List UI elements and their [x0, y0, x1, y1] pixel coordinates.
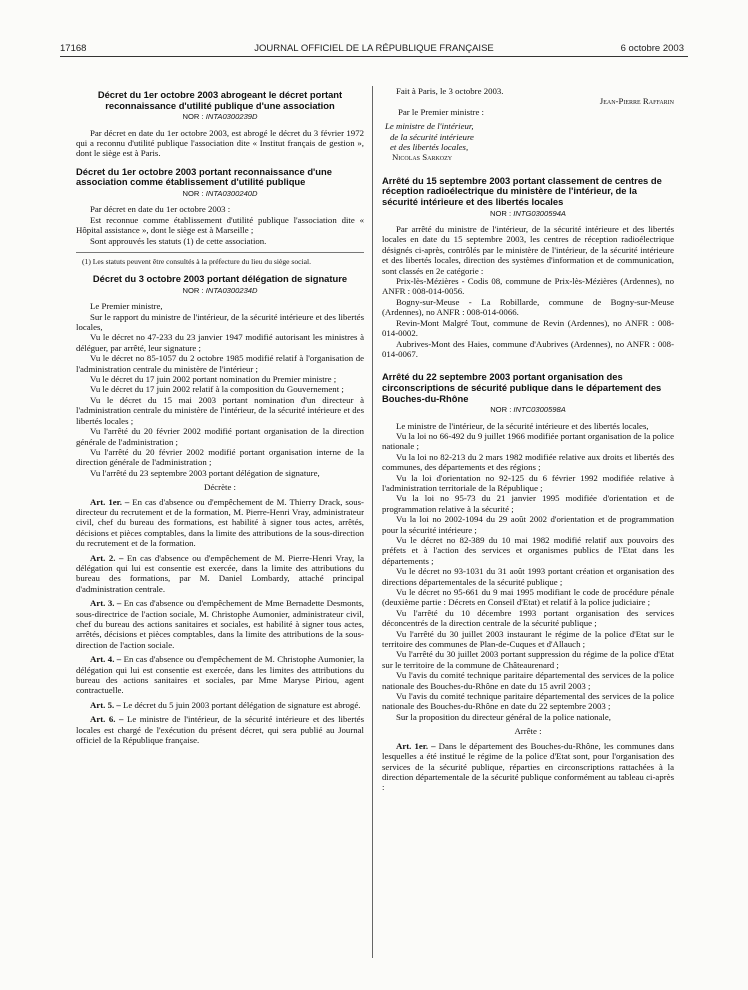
arrete2-para: Vu l'arrêté du 30 juillet 2003 portant suppression du régime de la police d'Etat sur le territoire de la commune de Châteaurenard ; [382, 649, 674, 670]
issue-date: 6 octobre 2003 [620, 43, 684, 54]
decree3-preamble: Vu l'arrêté du 23 septembre 2003 portant délégation de signature, [90, 467, 320, 478]
page-number: 17168 [60, 43, 87, 54]
decree2-footnote: (1) Les statuts peuvent être consultés à la préfecture du lieu du siège social. [82, 257, 311, 267]
arrete2-para: Vu la loi no 95-73 du 21 janvier 1995 modifiée d'orientation et de programmation relative à la sécurité ; [382, 493, 674, 514]
arrete2-para: Vu l'avis du comité technique paritaire départemental des services de la police nationale des Bouches-du-Rhône en date du 15 avril 2003 ; [382, 670, 674, 691]
arrete1-para: Revin-Mont Malgré Tout, commune de Revin (Ardennes), no ANFR : 008-014-0002. [382, 317, 674, 339]
column-divider [372, 86, 373, 958]
decree3-article: Art. 2. – En cas d'absence ou d'empêchement de M. Pierre-Henri Vray, la délégation qui lui est consentie est exercée, dans la limite des attributions du bureau des formations, par M. Daniel Lombardy, attaché principal d'administration centrale. [76, 552, 364, 594]
signature-minister-line: de la sécurité intérieure [390, 131, 474, 142]
header-rule [60, 56, 688, 57]
signature-signer: Jean-Pierre Raffarin [599, 96, 674, 107]
arrete2-para: Vu le décret no 95-661 du 9 mai 1995 modifiant le code de procédure pénale (deuxième partie : Décrets en Conseil d'Etat) et relatif à la police judiciaire ; [382, 587, 674, 608]
decree1-body: Par décret en date du 1er octobre 2003, est abrogé le décret du 3 février 1972 qui a reconnu d'utilité publique l'association dite « Institut français de gestion », dont le siège est à Paris. [76, 127, 364, 159]
arrete2-article: Art. 1er. – Dans le département des Bouches-du-Rhône, les communes dans lesquelles a été institué le régime de la police d'Etat sont, pour l'organisation des services de la sécurité publique, réparties en circonscriptions rattachées à la direction départementale de la sécurité publique conformément au tableau ci-après : [382, 740, 674, 793]
arrete2-para: Vu l'arrêté du 10 décembre 1993 portant organisation des services déconcentrés de la direction centrale de la sécurité publique ; [382, 607, 674, 629]
arrete2-para: Vu l'avis du comité technique paritaire départemental des services de la police nationale des Bouches-du-Rhône en date du 22 septembre 2003 ; [382, 691, 674, 712]
decree1-nor: NOR : INTA0300239D [182, 112, 258, 122]
decree3-title: Décret du 3 octobre 2003 portant délégation de signature [92, 273, 348, 285]
arrete2-para: Vu le décret no 82-389 du 10 mai 1982 modifié relatif aux pouvoirs des préfets et à l'action des services et organismes publics de l'Etat dans les départements ; [382, 534, 674, 566]
signature-fait: Fait à Paris, le 3 octobre 2003. [396, 86, 504, 96]
decree3-article: Art. 4. – En cas d'absence ou d'empêchement de M. Christophe Aumonier, la délégation qui lui est consentie est exercée, dans les limites des attributions du bureau des actions sanitaires et sociales, par Mme Maryse Piriou, agent contractuelle. [76, 654, 365, 696]
decree3-preamble: Vu le décret du 17 juin 2002 portant nomination du Premier ministre ; [90, 374, 337, 385]
signature-par: Par le Premier ministre : [398, 106, 484, 117]
arrete2-para: Vu la loi d'orientation no 92-125 du 6 février 1992 modifiée relative à l'administration territoriale de la République ; [382, 472, 674, 493]
footnote-rule [76, 252, 364, 253]
arrete1-nor: NOR : INTG0300594A [490, 208, 566, 218]
arrete2-title: Arrêté du 22 septembre 2003 portant organisation des circonscriptions de sécurité publique dans le département des Bouches-du-Rhône [382, 371, 662, 404]
decree3-article: Art. 6. – Le ministre de l'intérieur, de la sécurité intérieure et des libertés locales est chargé de l'exécution du présent décret, qui sera publié au Journal officiel de la République française. [76, 714, 364, 746]
arrete2-para: Sur la proposition du directeur général de la police nationale, [396, 711, 611, 722]
decree3-preamble: Le Premier ministre, [90, 301, 163, 312]
decree3-preamble: Sur le rapport du ministre de l'intérieur, de la sécurité intérieure et des libertés locales, [76, 311, 364, 333]
arrete1-para: Aubrives-Mont des Haies, commune d'Aubrives (Ardennes), no ANFR : 008-014-0067. [382, 338, 674, 359]
decree3-article: Art. 3. – En cas d'absence ou d'empêchement de Mme Bernadette Desmonts, sous-directrice de l'action sociale, M. Christophe Aumonier, administrateur civil, chef du bureau des actions sanitaires et sociales, est habilité à signer tous actes, arrêtés, décisions et pièces comptables, dans la limite des attributions de la sous-direction de l'action sociale. [76, 598, 365, 650]
decree3-preamble: Vu le décret no 47-233 du 23 janvier 1947 modifié autorisant les ministres à déléguer, par arrêté, leur signature ; [76, 332, 364, 353]
decree3-article: Art. 5. – Le décret du 5 juin 2003 portant délégation de signature est abrogé. [90, 699, 361, 710]
decree2-title: Décret du 1er octobre 2003 portant reconnaissance d'une association comme établissement d'utilité publique [76, 165, 332, 188]
arrete2-nor: NOR : INTC0300598A [490, 405, 566, 415]
signature-minister-name: Nicolas Sarkozy [392, 152, 453, 163]
arrete2-para: Vu le décret no 93-1031 du 31 août 1993 portant création et organisation des directions départementales de la sécurité publique ; [382, 566, 674, 587]
decree3-preamble: Vu le décret du 15 mai 2003 portant nomination d'un directeur à l'administration centrale du ministère de l'intérieur, de la sécurité intérieure et des libertés locales ; [76, 394, 364, 426]
arrete2-para: Vu l'arrêté du 30 juillet 2003 instaurant le régime de la police d'Etat sur le territoire des communes de Plan-de-Cuques et d'Allauch ; [382, 628, 674, 650]
decree1-title: Décret du 1er octobre 2003 abrogeant le décret portant reconnaissance d'utilité publique d'une association [97, 89, 343, 111]
decree3-article: Art. 1er. – En cas d'absence ou d'empêchement de M. Thierry Drack, sous-directeur du recrutement et de la formation, M. Pierre-Henri Vray, administrateur civil, chef du bureau des formations, est habilité à signer tous actes, arrêtés, décisions et pièces comptables, dans la limite des attributions de la sous-direction du recrutement et de la formation. [76, 496, 364, 549]
decree2-para: Est reconnue comme établissement d'utilité publique l'association dite « Hôpital assistance », dont le siège est à Marseille ; [76, 214, 364, 236]
left-column [76, 86, 364, 745]
arrete1-title: Arrêté du 15 septembre 2003 portant classement de centres de réception radioélectrique du ministère de l'intérieur, de la sécurité intérieure et des libertés locales [382, 174, 662, 208]
decree3-nor: NOR : INTA0300234D [182, 285, 258, 295]
arrete2-para: Le ministre de l'intérieur, de la sécurité intérieure et des libertés locales, [396, 420, 649, 431]
arrete2-para: Vu la loi no 66-492 du 9 juillet 1966 modifiée portant organisation de la police nationale ; [382, 430, 674, 452]
right-column [382, 86, 674, 793]
arrete1-para: Bogny-sur-Meuse - La Robillarde, commune de Bogny-sur-Meuse (Ardennes), no ANFR : 008-014-0066. [382, 296, 674, 318]
arrete2-para: Vu la loi no 82-213 du 2 mars 1982 modifiée relative aux droits et libertés des communes, des départements et des régions ; [382, 451, 674, 473]
arrete2-arrete-word: Arrête : [514, 726, 542, 737]
arrete1-para: Prix-lès-Mézières - Codis 08, commune de Prix-lès-Mézières (Ardennes), no ANFR : 008-014-0056. [382, 276, 674, 297]
decree2-para: Par décret en date du 1er octobre 2003 : [90, 204, 231, 215]
arrete1-para: Par arrêté du ministre de l'intérieur, de la sécurité intérieure et des libertés locales en date du 15 septembre 2003, les centres de réception radioélectrique désignés ci-après, contrôlés par le ministère de l'intérieur, de la sécurité intérieure et des libertés locales, direction des systèmes d'information et de communication, sont classés en 2e catégorie : [382, 224, 674, 276]
decree3-preamble: Vu le décret du 17 juin 2002 relatif à la composition du Gouvernement ; [90, 384, 344, 395]
decree3-preamble: Vu le décret no 85-1057 du 2 octobre 1985 modifié relatif à l'organisation de l'administration centrale du ministère de l'intérieur ; [76, 353, 364, 374]
journal-title: JOURNAL OFFICIEL DE LA RÉPUBLIQUE FRANÇAISE [254, 43, 494, 54]
decree2-para: Sont approuvés les statuts (1) de cette association. [90, 235, 267, 246]
decree3-decrete: Décrète : [204, 482, 236, 493]
decree2-nor: NOR : INTA0300240D [182, 189, 258, 198]
signature-minister-line: et des libertés locales, [390, 142, 469, 153]
signature-minister-line: Le ministre de l'intérieur, [385, 121, 474, 132]
decree3-preamble: Vu l'arrêté du 20 février 2002 modifié portant organisation de la direction générale de l'administration ; [76, 426, 364, 447]
arrete2-para: Vu la loi no 2002-1094 du 29 août 2002 d'orientation et de programmation pour la sécurité intérieure ; [382, 514, 674, 535]
decree3-preamble: Vu l'arrêté du 20 février 2002 modifié portant organisation interne de la direction générale de l'administration ; [76, 446, 364, 468]
